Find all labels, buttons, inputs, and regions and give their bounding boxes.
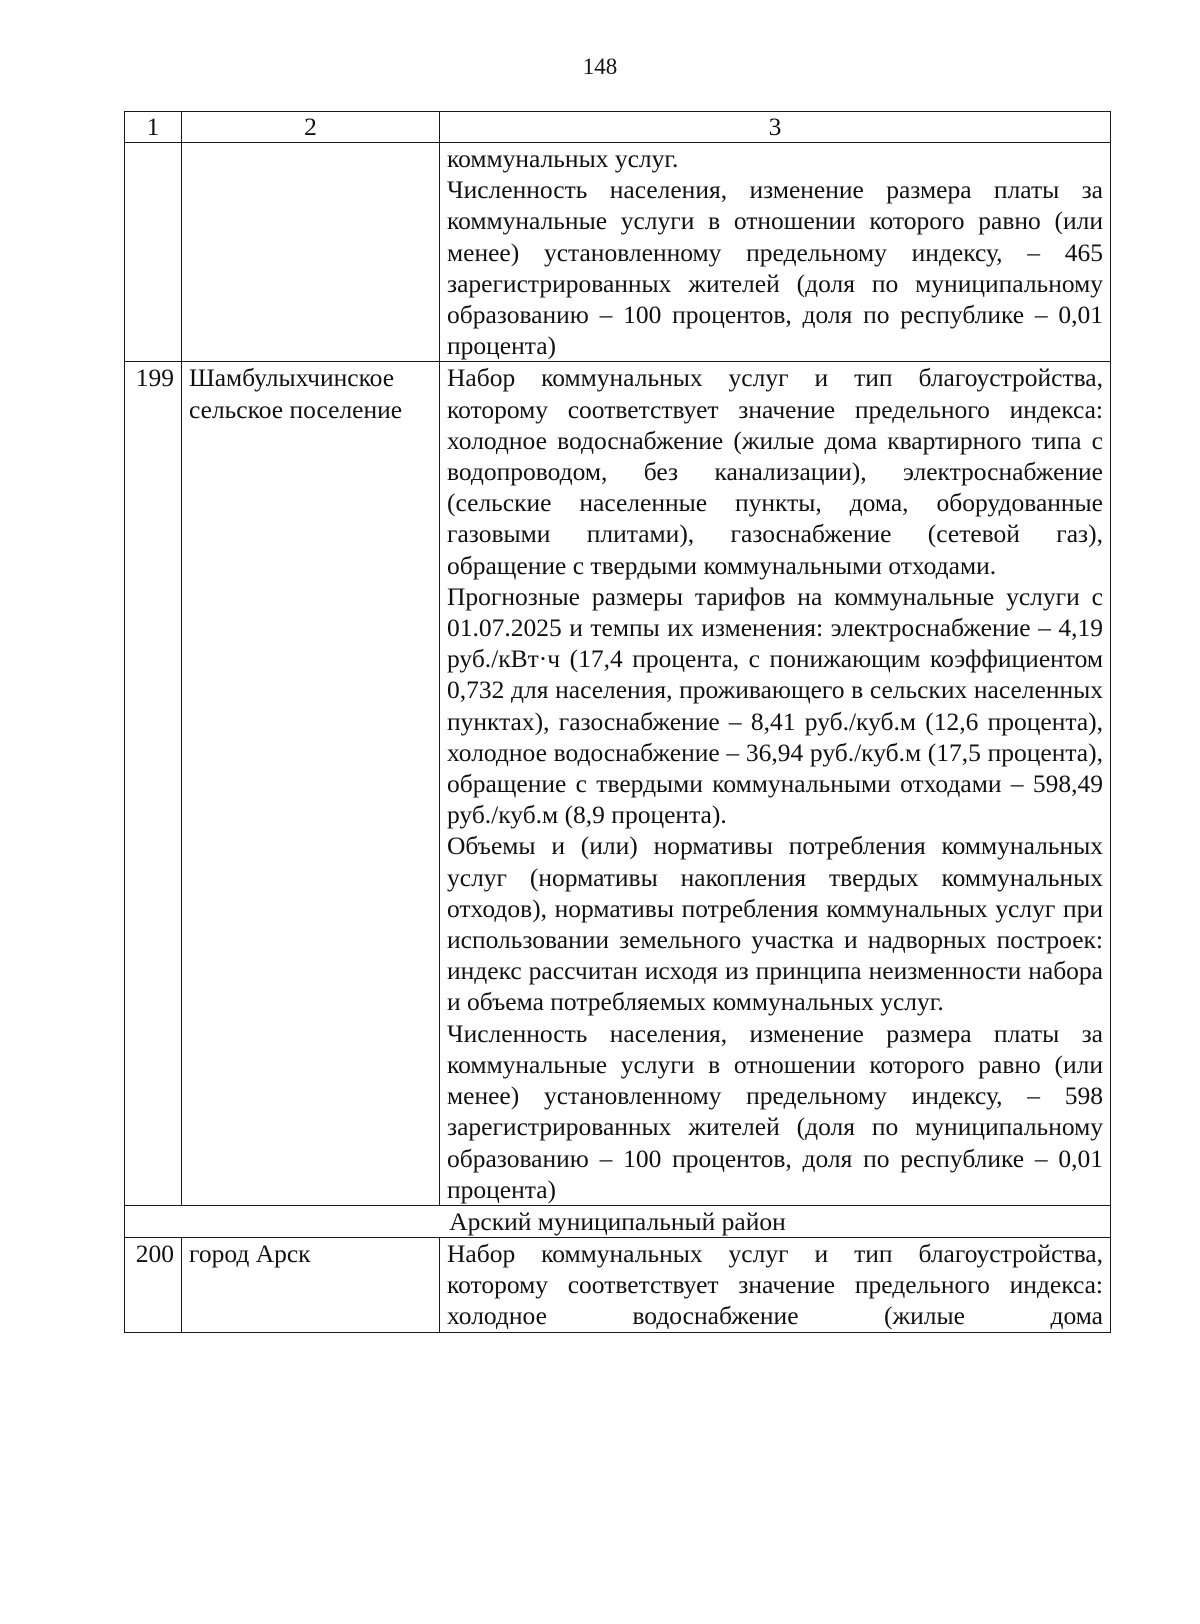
description-paragraph: Объемы и (или) нормативы потребления коммунальных услуг (нормативы накопления твердых коммунальных отходов), нормативы потребления коммунальных услуг при использовании земельного участка и надворных построек: индекс рассчитан исходя из принципа неизменности набора и объема потребляемых коммунальных услуг. [447, 831, 1103, 1017]
municipality-name-cell: город Арск [182, 1237, 440, 1332]
description-paragraph: коммунальных услуг. [447, 144, 679, 173]
tariff-index-table [124, 111, 1111, 1333]
table-row-199 [125, 362, 1111, 1205]
column-header-2: 2 [182, 112, 440, 143]
section-title: Арский муниципальный район [125, 1205, 1111, 1237]
section-row [125, 1205, 1111, 1237]
column-header-3: 3 [440, 112, 1111, 143]
description-paragraph: Численность населения, изменение размера платы за коммунальные услуги в отношении которого равно (или менее) установленному предельному индексу, – 465 зарегистрированных жителей (доля по муниципальному образованию – 100 процентов, доля по республике – 0,01 процента) [447, 175, 1103, 361]
page-number: 148 [582, 54, 618, 79]
description-paragraph: Прогнозные размеры тарифов на коммунальные услуги с 01.07.2025 и темпы их изменения: электроснабжение – 4,19 руб./кВт·ч (17,4 процента, с понижающим коэффициентом 0,732 для населения, проживающего в сельских населенных пунктах), газоснабжение – 8,41 руб./куб.м (12,6 процента), холодное водоснабжение – 36,94 руб./куб.м (17,5 процента), обращение с твердыми коммунальными отходами – 598,49 руб./куб.м (8,9 процента). [447, 581, 1103, 830]
description-cell [440, 362, 1111, 1205]
description-cell [440, 1237, 1111, 1332]
row-number-cell: 200 [125, 1237, 182, 1332]
row-number-cell: 199 [125, 362, 182, 1205]
description-paragraph: Набор коммунальных услуг и тип благоустройства, которому соответствует значение предельного индекса: холодное водоснабжение (жилые дома квартирного типа с водопроводом, без канализации), электроснабжение (сельские населенные пункты, дома, оборудованные газовыми плитами), газоснабжение (сетевой газ), обращение с твердыми коммунальными отходами. [447, 363, 1103, 580]
table-row-200 [125, 1237, 1111, 1332]
row-number-cell [125, 143, 182, 362]
table-header-row [125, 112, 1111, 143]
description-paragraph: Численность населения, изменение размера платы за коммунальные услуги в отношении которого равно (или менее) установленному предельному индексу, – 598 зарегистрированных жителей (доля по муниципальному образованию – 100 процентов, доля по республике – 0,01 процента) [447, 1018, 1103, 1204]
column-header-1: 1 [125, 112, 182, 143]
description-cell [440, 143, 1111, 362]
description-paragraph: Набор коммунальных услуг и тип благоустройства, которому соответствует значение предельного индекса: холодное водоснабжение (жилые дома [447, 1238, 1103, 1331]
municipality-name-cell: Шамбулыхчинское сельское поселение [182, 362, 440, 1205]
municipality-name-cell [182, 143, 440, 362]
table-row-continued [125, 143, 1111, 362]
